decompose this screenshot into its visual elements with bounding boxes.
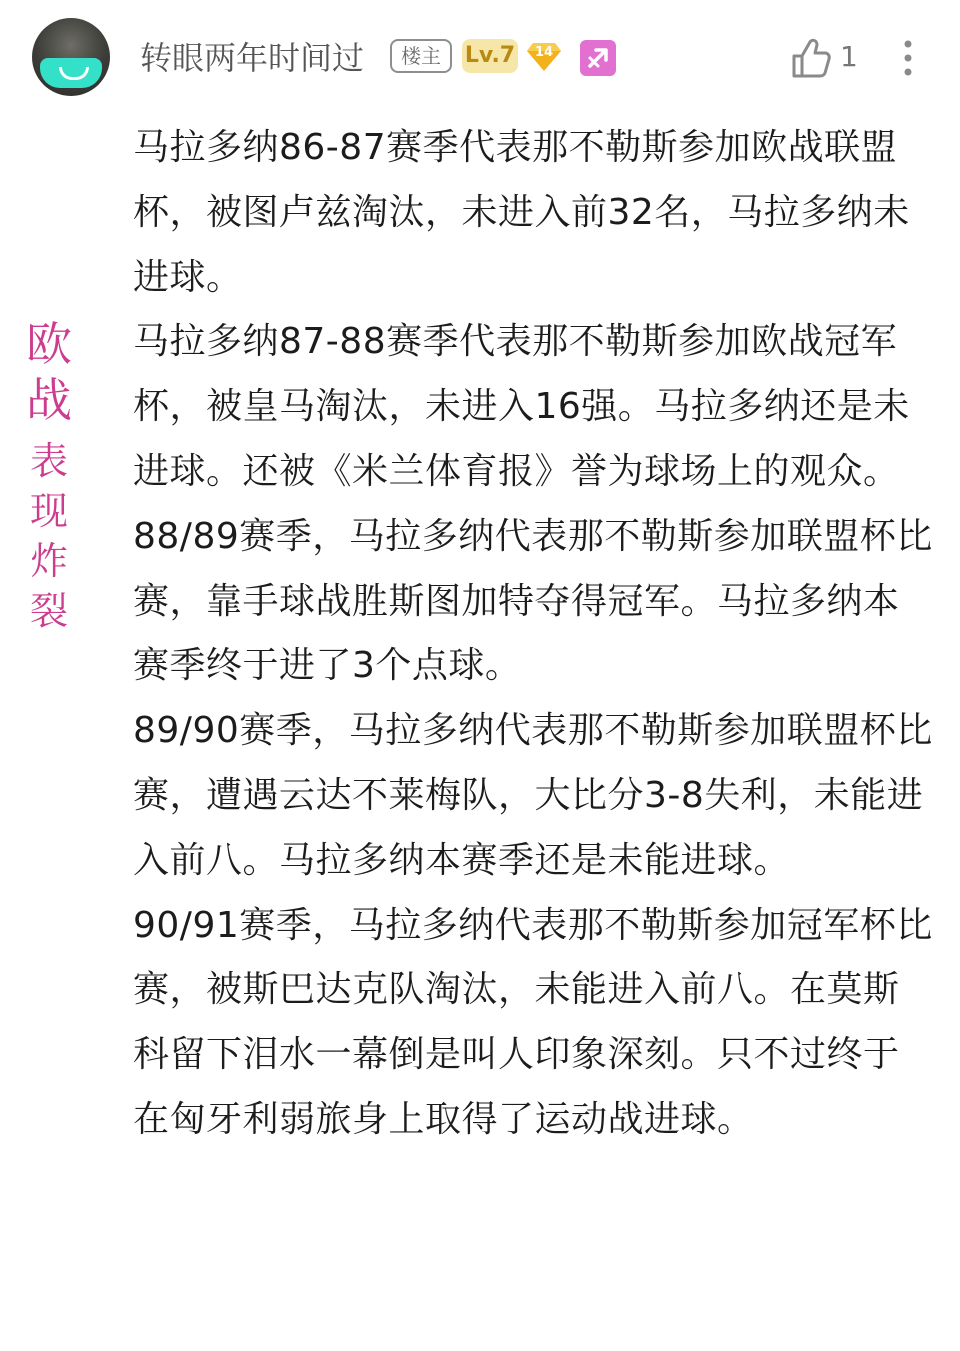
- side-label-line1: 欧战: [26, 317, 72, 427]
- diamond-icon: [527, 41, 561, 71]
- level-badge: Lv.7: [462, 39, 518, 73]
- post-content: [133, 116, 933, 1153]
- like-button[interactable]: [790, 36, 860, 80]
- paragraph: 马拉多纳87-88赛季代表那不勒斯参加欧战冠军杯，被皇马淘汰，未进入16强。马拉多纳还是未进球。还被《米兰体育报》誉为球场上的观众。: [133, 321, 910, 492]
- diamond-count: 14: [534, 45, 554, 60]
- more-vertical-icon[interactable]: [896, 38, 920, 78]
- smile: [59, 67, 89, 80]
- paragraph: 89/90赛季，马拉多纳代表那不勒斯参加联盟杯比赛，遭遇云达不莱梅队，大比分3-8失利，未能进入前八。马拉多纳本赛季还是未能进球。: [133, 710, 933, 881]
- like-count: 1: [840, 40, 858, 73]
- host-badge: 楼主: [390, 39, 452, 73]
- side-label: [24, 316, 74, 636]
- paragraph: 88/89赛季，马拉多纳代表那不勒斯参加联盟杯比赛，靠手球战胜斯图加特夺得冠军。马拉多纳本赛季终于进了3个点球。: [133, 515, 933, 687]
- thumbs-up-icon: [790, 36, 832, 80]
- paragraph: 90/91赛季，马拉多纳代表那不勒斯参加冠军杯比赛，被斯巴达克队淘汰，未能进入前八。在莫斯科留下泪水一幕倒是叫人印象深刻。只不过终于在匈牙利弱旅身上取得了运动战进球。: [133, 904, 933, 1140]
- avatar[interactable]: [32, 18, 110, 96]
- side-label-line2: 表现炸裂: [29, 439, 68, 633]
- share-arrow-icon[interactable]: [580, 40, 616, 76]
- username[interactable]: 转眼两年时间过: [140, 39, 365, 77]
- face-mask: [40, 58, 102, 88]
- paragraph: 马拉多纳86-87赛季代表那不勒斯参加欧战联盟杯，被图卢兹淘汰，未进入前32名，马拉多纳未进球。: [133, 127, 910, 298]
